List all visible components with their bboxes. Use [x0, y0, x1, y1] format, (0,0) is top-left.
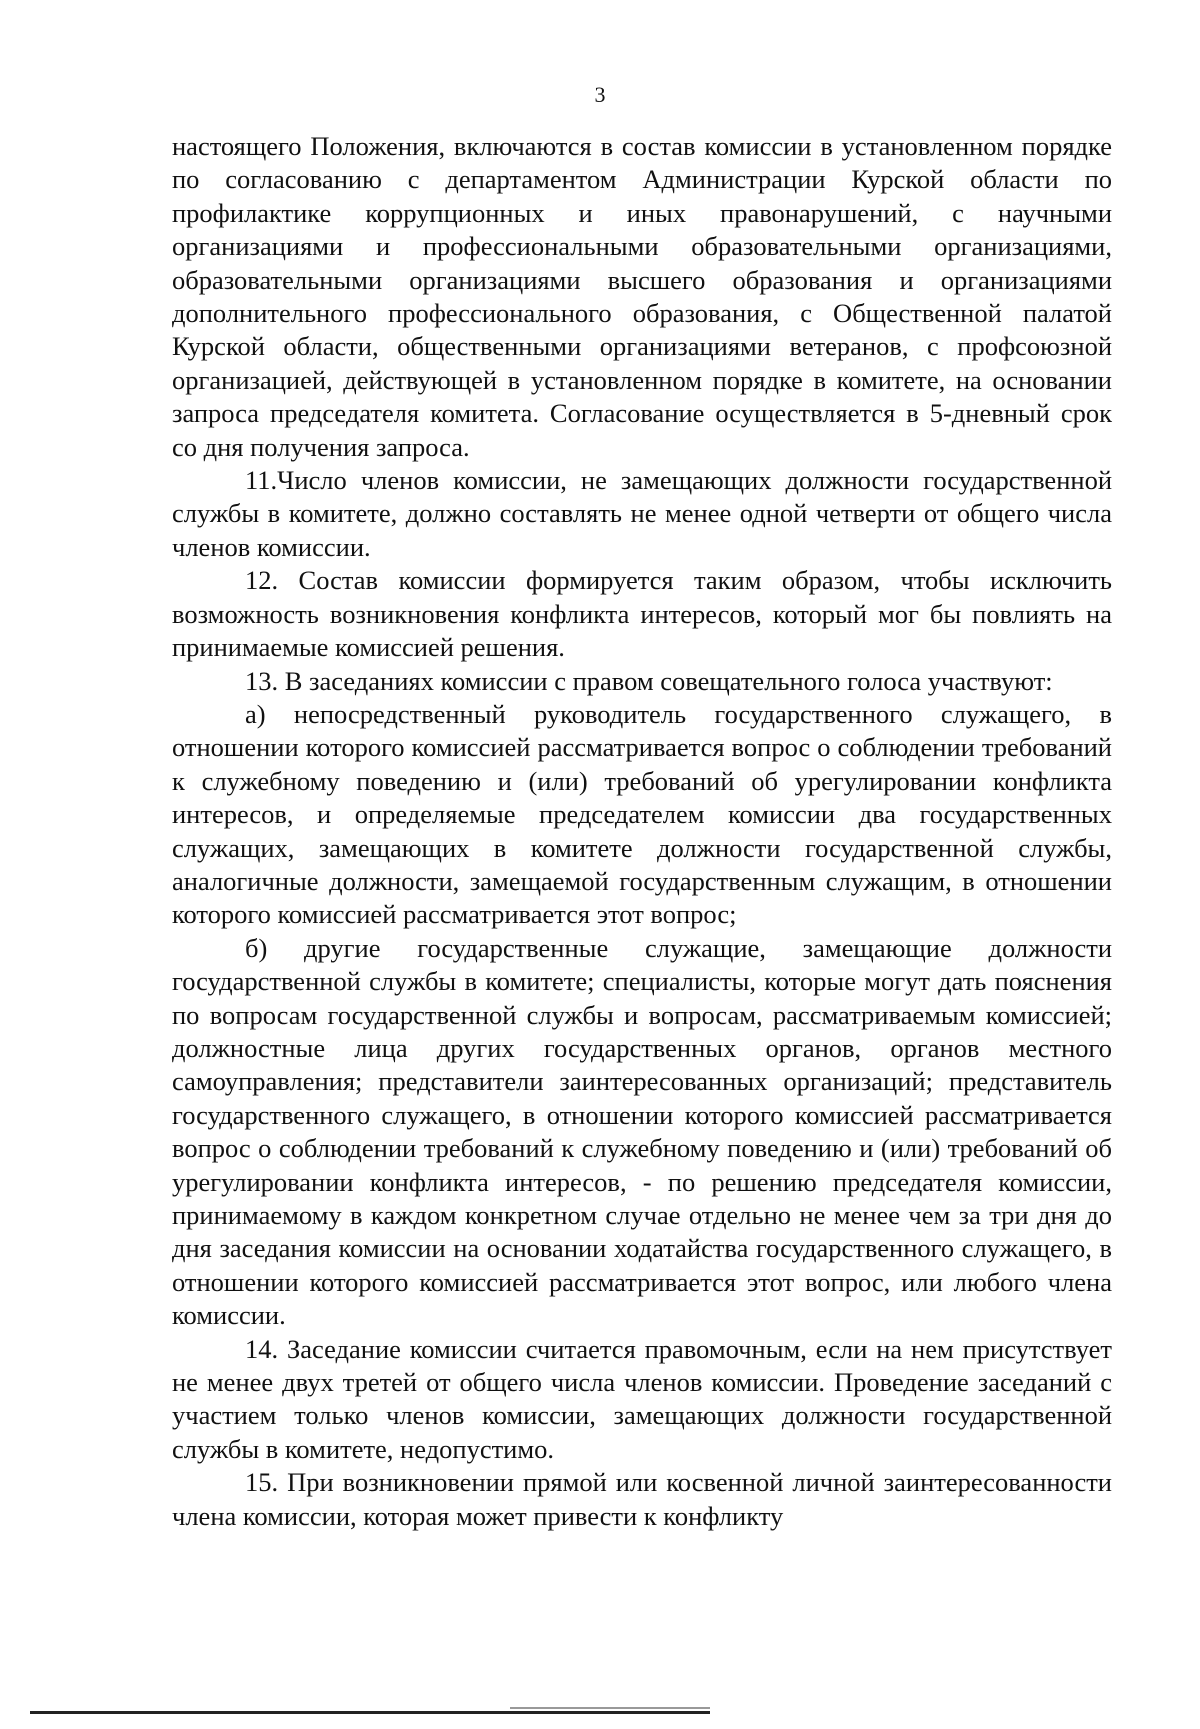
paragraph-13-item-a: а) непосредственный руководитель государственного служащего, в отношении которого комиссией рассматривается вопрос о соблюдении требований к служебному поведению и (или) требований об урегулировании конфликта интересов, и определяемые председателем комиссии два государственных служащих, замещающих в комитете должности государственной службы, аналогичные должности, замещаемой государственным служащим, в отношении которого комиссией рассматривается этот вопрос;: [172, 698, 1112, 930]
paragraph-14: 14. Заседание комиссии считается правомочным, если на нем присутствует не менее двух третей от общего числа членов комиссии. Проведение заседаний с участием только членов комиссии, замещающих должности государственной службы в комитете, недопустимо.: [172, 1333, 1112, 1464]
paragraph-12: 12. Состав комиссии формируется таким образом, чтобы исключить возможность возникновения конфликта интересов, который мог бы повлиять на принимаемые комиссией решения.: [172, 565, 1112, 663]
document-body: [172, 130, 1112, 1533]
scan-bottom-edge: [30, 1711, 710, 1714]
scan-edge-mark: [510, 1707, 710, 1709]
paragraph-15: 15. При возникновении прямой или косвенной личной заинтересованности члена комиссии, которая может привести к конфликту: [172, 1467, 1112, 1531]
page-number: 3: [594, 82, 606, 107]
paragraph-11: 11.Число членов комиссии, не замещающих должности государственной службы в комитете, должно составлять не менее одной четверти от общего числа членов комиссии.: [172, 465, 1112, 562]
paragraph-13: 13. В заседаниях комиссии с правом совещательного голоса участвуют:: [245, 665, 1053, 696]
paragraph-10-continuation: настоящего Положения, включаются в состав комиссии в установленном порядке по согласованию с департаментом Администрации Курской области по профилактике коррупционных и иных правонарушений, с научными организациями и профессиональными образовательными организациями, образовательными организациями высшего образования и организациями дополнительного профессионального образования, с Общественной палатой Курской области, общественными организациями ветеранов, с профсоюзной организацией, действующей в установленном порядке в комитете, на основании запроса председателя комитета. Согласование осуществляется в 5-дневный срок со дня получения запроса.: [172, 131, 1112, 462]
paragraph-13-item-b: б) другие государственные служащие, замещающие должности государственной службы в комитете; специалисты, которые могут дать пояснения по вопросам государственной службы и вопросам, рассматриваемым комиссией; должностные лица других государственных органов, органов местного самоуправления; представители заинтересованных организаций; представитель государственного служащего, в отношении которого комиссией рассматривается вопрос о соблюдении требований к служебному поведению и (или) требований об урегулировании конфликта интересов, - по решению председателя комиссии, принимаемому в каждом конкретном случае отдельно не менее чем за три дня до дня заседания комиссии на основании ходатайства государственного служащего, в отношении которого комиссией рассматривается этот вопрос, или любого члена комиссии.: [172, 932, 1112, 1331]
